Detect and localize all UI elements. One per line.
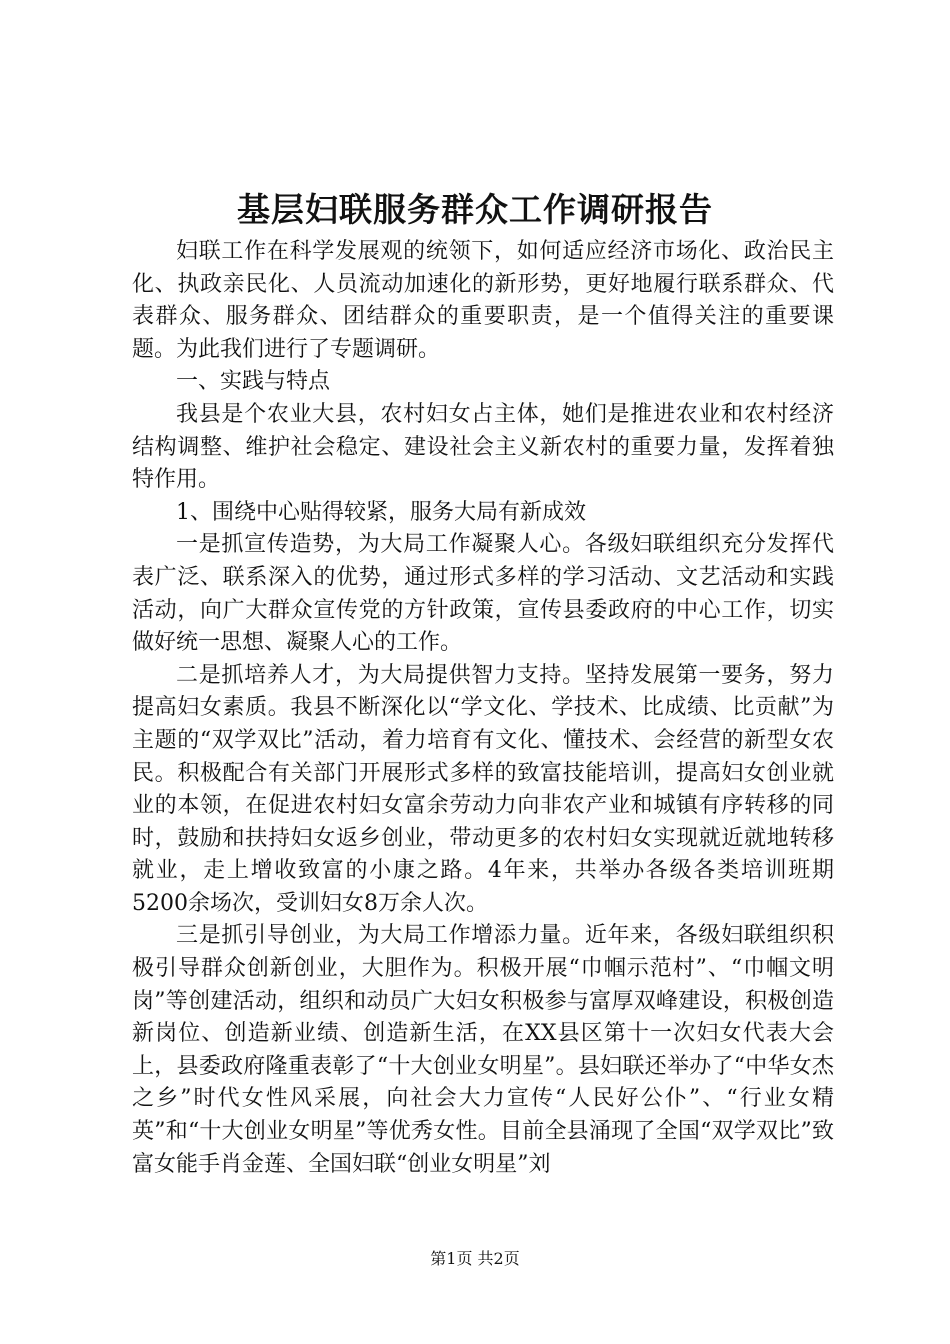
paragraph-entrepreneurship: 三是抓引导创业，为大局工作增添力量。近年来，各级妇联组织积极引导群众创新创业，大胆作为。积极开展“巾帼示范村”、“巾帼文明岗”等创建活动，组织和动员广大妇女积极参与富厚双峰建设，积极创造新岗位、创造新业绩、创造新生活，在XX县区第十一次妇女代表大会上，县委政府隆重表彰了“十大创业女明星”。县妇联还举办了“中华女杰之乡”时代女性风采展，向社会大力宣传“人民好公仆”、“行业女精英”和“十大创业女明星”等优秀女性。目前全县涌现了全国“双学双比”致富女能手肖金莲、全国妇联“创业女明星”刘 xyxy=(132,923,834,1177)
paragraph-talent: 二是抓培养人才，为大局提供智力支持。坚持发展第一要务，努力提高妇女素质。我县不断深化以“学文化、学技术、比成绩、比贡献”为主题的“双学双比”活动，着力培育有文化、懂技术、会经营的新型女农民。积极配合有关部门开展形式多样的致富技能培训，提高妇女创业就业的本领，在促进农村妇女富余劳动力向非农产业和城镇有序转移的同时，鼓励和扶持妇女返乡创业，带动更多的农村妇女实现就近就地转移就业，走上增收致富的小康之路。4年来，共举办各级各类培训班期5200余场次，受训妇女8万余人次。 xyxy=(132,662,834,916)
page-footer: 第1页 共2页 xyxy=(430,1249,520,1268)
subsection-heading-1: 1、围绕中心贴得较紧，服务大局有新成效 xyxy=(176,499,586,525)
document-body xyxy=(132,236,834,1181)
section-heading-practice: 一、实践与特点 xyxy=(176,369,331,395)
paragraph-intro: 妇联工作在科学发展观的统领下，如何适应经济市场化、政治民主化、执政亲民化、人员流动加速化的新形势，更好地履行联系群众、代表群众、服务群众、团结群众的重要职责，是一个值得关注的重要课题。为此我们进行了专题调研。 xyxy=(132,239,834,362)
document-title: 基层妇联服务群众工作调研报告 xyxy=(237,190,713,229)
paragraph-publicity: 一是抓宣传造势，为大局工作凝聚人心。各级妇联组织充分发挥代表广泛、联系深入的优势，通过形式多样的学习活动、文艺活动和实践活动，向广大群众宣传党的方针政策，宣传县委政府的中心工作，切实做好统一思想、凝聚人心的工作。 xyxy=(132,532,834,656)
paragraph-county-overview: 我县是个农业大县，农村妇女占主体，她们是推进农业和农村经济结构调整、维护社会稳定、建设社会主义新农村的重要力量，发挥着独特作用。 xyxy=(132,401,834,493)
